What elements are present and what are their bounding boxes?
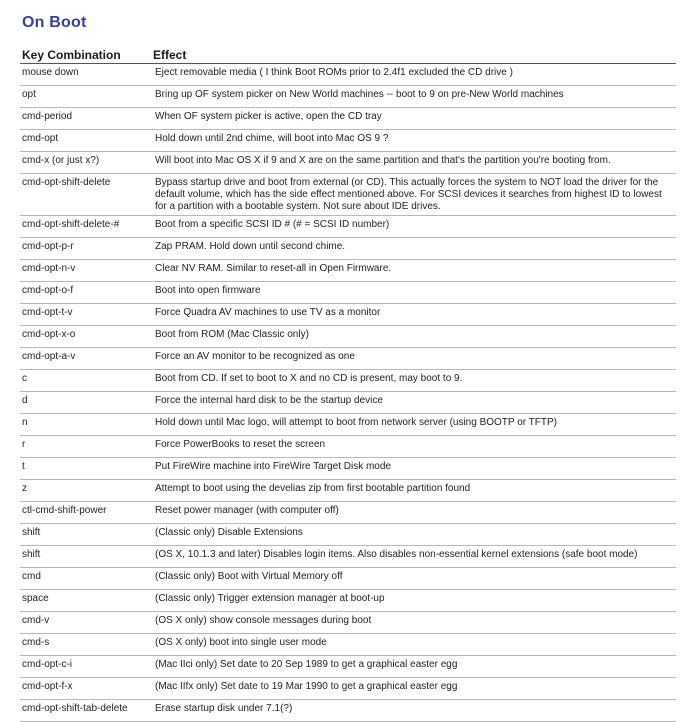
key-combination-cell: opt (20, 86, 151, 108)
table-row (20, 392, 676, 414)
effect-cell: Erase startup disk under 7.1(?) (151, 700, 676, 722)
effect-cell: (OS X only) boot into single user mode (151, 634, 676, 656)
table-row (20, 634, 676, 656)
table-row (20, 152, 676, 174)
effect-cell: Force the internal hard disk to be the startup device (151, 392, 676, 414)
table-row (20, 546, 676, 568)
table-row (20, 130, 676, 152)
table-row (20, 86, 676, 108)
key-combination-cell: cmd-x (or just x?) (20, 152, 151, 174)
key-combination-cell: cmd-opt-shift-tab-delete (20, 700, 151, 722)
key-combination-cell: space (20, 590, 151, 612)
table-row (20, 480, 676, 502)
key-combination-cell: cmd-s (20, 634, 151, 656)
key-combination-cell: cmd-opt-x-o (20, 326, 151, 348)
effect-cell: Force PowerBooks to reset the screen (151, 436, 676, 458)
key-combination-cell: c (20, 370, 151, 392)
key-combination-cell: cmd-opt-p-r (20, 238, 151, 260)
key-combination-cell: n (20, 414, 151, 436)
key-combination-cell: cmd-opt-n-v (20, 260, 151, 282)
table-row (20, 524, 676, 546)
key-combination-cell: ctl-cmd-shift-power (20, 502, 151, 524)
section-title: On Boot (22, 14, 87, 31)
table-row (20, 326, 676, 348)
table-row (20, 174, 676, 216)
table-row (20, 612, 676, 634)
key-combination-cell: r (20, 436, 151, 458)
effect-cell: Hold down until Mac logo, will attempt to boot from network server (using BOOTP or TFTP) (151, 414, 676, 436)
effect-cell: Boot from a specific SCSI ID # (# = SCSI ID number) (151, 216, 676, 238)
effect-cell: Reset power manager (with computer off) (151, 502, 676, 524)
effect-cell: (OS X, 10.1.3 and later) Disables login items. Also disables non-essential kernel extensions (safe boot mode) (151, 546, 676, 568)
column-header-key: Key Combination (20, 48, 151, 64)
table-header-row (20, 48, 676, 64)
effect-cell: (Mac IIci only) Set date to 20 Sep 1989 to get a graphical easter egg (151, 656, 676, 678)
effect-cell: Bring up OF system picker on New World machines -- boot to 9 on pre-New World machines (151, 86, 676, 108)
table-row (20, 348, 676, 370)
effect-cell: (Mac IIfx only) Set date to 19 Mar 1990 to get a graphical easter egg (151, 678, 676, 700)
effect-cell: (Classic only) Trigger extension manager at boot-up (151, 590, 676, 612)
effect-cell: Put FireWire machine into FireWire Target Disk mode (151, 458, 676, 480)
key-combination-cell: cmd-opt-shift-delete-# (20, 216, 151, 238)
effect-cell: Bypass startup drive and boot from external (or CD). This actually forces the system to NOT load the driver for the default volume, which has the side effect mentioned above. For SCSI devices it searches from highest ID to lowest for a partition with a bootable system. Not sure about IDE drives. (151, 174, 676, 216)
key-combination-cell: cmd-opt-c-i (20, 656, 151, 678)
key-combination-cell: mouse down (20, 64, 151, 86)
table-row (20, 568, 676, 590)
table-row (20, 502, 676, 524)
effect-cell: (Classic only) Disable Extensions (151, 524, 676, 546)
table-row (20, 436, 676, 458)
effect-cell: Boot into open firmware (151, 282, 676, 304)
table-row (20, 414, 676, 436)
table-row (20, 238, 676, 260)
effect-cell: Boot from ROM (Mac Classic only) (151, 326, 676, 348)
effect-cell: Zap PRAM. Hold down until second chime. (151, 238, 676, 260)
key-combination-cell: cmd-period (20, 108, 151, 130)
key-combination-cell: cmd-opt (20, 130, 151, 152)
effect-cell: Hold down until 2nd chime, will boot into Mac OS 9 ? (151, 130, 676, 152)
table-body (20, 64, 676, 722)
effect-cell: Force an AV monitor to be recognized as one (151, 348, 676, 370)
table-row (20, 458, 676, 480)
key-combination-cell: d (20, 392, 151, 414)
table-row (20, 304, 676, 326)
table-row (20, 260, 676, 282)
table-row (20, 282, 676, 304)
key-combination-cell: cmd-opt-f-x (20, 678, 151, 700)
key-combination-cell: cmd (20, 568, 151, 590)
table-row (20, 64, 676, 86)
key-combination-cell: t (20, 458, 151, 480)
effect-cell: Will boot into Mac OS X if 9 and X are on the same partition and that's the partition you're booting from. (151, 152, 676, 174)
key-combination-cell: cmd-opt-o-f (20, 282, 151, 304)
table-row (20, 370, 676, 392)
key-combination-cell: cmd-opt-shift-delete (20, 174, 151, 216)
effect-cell: (Classic only) Boot with Virtual Memory off (151, 568, 676, 590)
table-row (20, 700, 676, 722)
column-header-effect: Effect (151, 48, 676, 64)
table-row (20, 108, 676, 130)
effect-cell: (OS X only) show console messages during boot (151, 612, 676, 634)
table-row (20, 590, 676, 612)
key-combination-cell: cmd-opt-a-v (20, 348, 151, 370)
effect-cell: Clear NV RAM. Similar to reset-all in Open Firmware. (151, 260, 676, 282)
key-combination-cell: cmd-opt-t-v (20, 304, 151, 326)
table-row (20, 678, 676, 700)
table-row (20, 216, 676, 238)
key-combination-cell: shift (20, 524, 151, 546)
effect-cell: Force Quadra AV machines to use TV as a monitor (151, 304, 676, 326)
key-combination-cell: shift (20, 546, 151, 568)
effect-cell: Attempt to boot using the develias zip from first bootable partition found (151, 480, 676, 502)
effect-cell: When OF system picker is active, open the CD tray (151, 108, 676, 130)
effect-cell: Eject removable media ( I think Boot ROMs prior to 2.4f1 excluded the CD drive ) (151, 64, 676, 86)
table-row (20, 656, 676, 678)
key-combination-cell: cmd-v (20, 612, 151, 634)
effect-cell: Boot from CD. If set to boot to X and no CD is present, may boot to 9. (151, 370, 676, 392)
key-combination-cell: z (20, 480, 151, 502)
boot-key-table (20, 48, 676, 722)
